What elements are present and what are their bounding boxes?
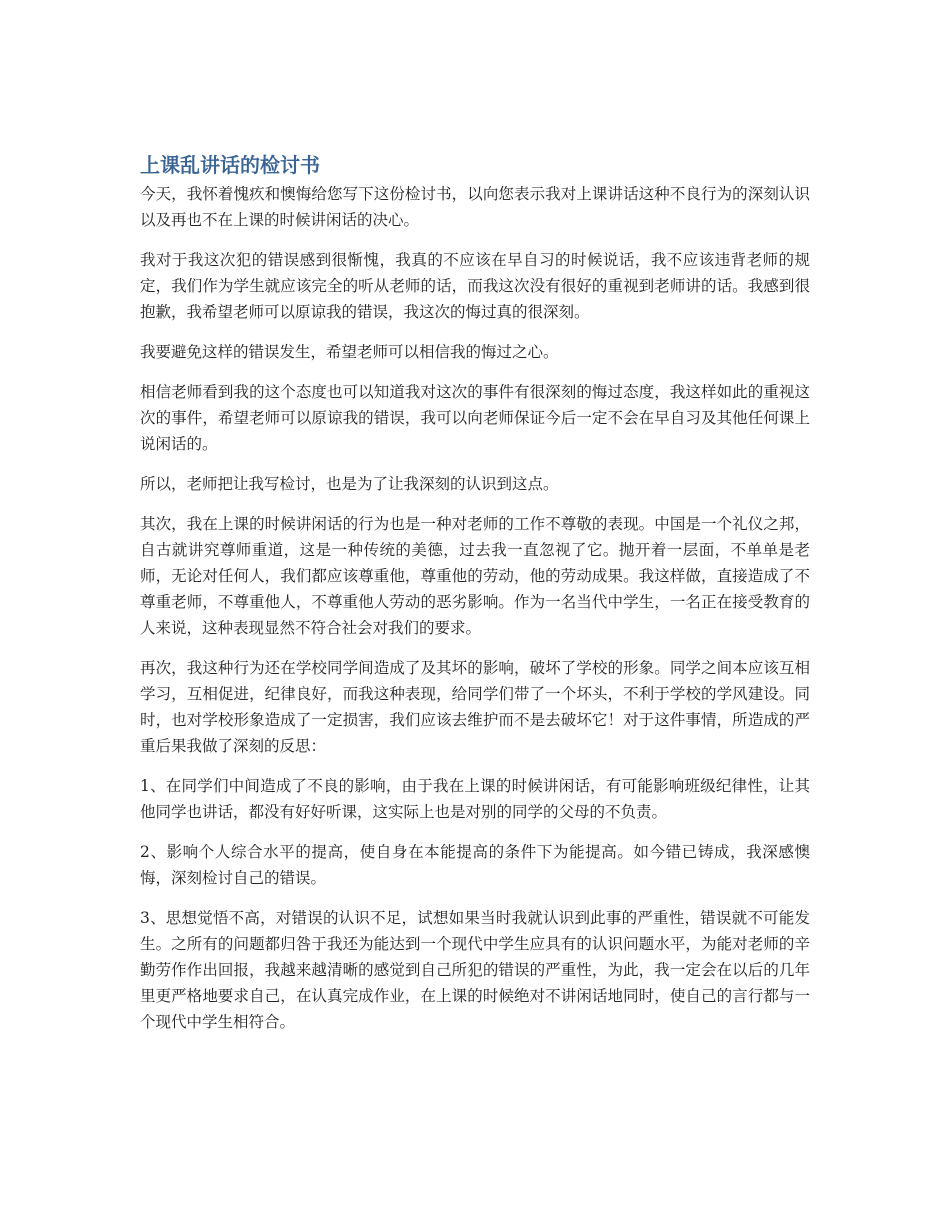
paragraph-2: 我对于我这次犯的错误感到很惭愧，我真的不应该在早自习的时候说话，我不应该违背老师的规定，我们作为学生就应该完全的听从老师的话，而我这次没有很好的重视到老师讲的话。我感到很抱歉，我希望老师可以原谅我的错误，我这次的悔过真的很深刻。: [140, 251, 810, 321]
paragraph-1: 今天，我怀着愧疚和懊悔给您写下这份检讨书，以向您表示我对上课讲话这种不良行为的深刻认识以及再也不在上课的时候讲闲话的决心。: [140, 185, 810, 229]
document-page: [140, 150, 810, 1049]
document-title: 上课乱讲话的检讨书: [140, 153, 320, 177]
paragraph-5: 所以，老师把让我写检讨，也是为了让我深刻的认识到这点。: [140, 475, 559, 493]
list-item-2: 2、影响个人综合水平的提高，使自身在本能提高的条件下为能提高。如今错已铸成，我深感懊悔，深刻检讨自己的错误。: [140, 843, 810, 887]
paragraph-4: 相信老师看到我的这个态度也可以知道我对这次的事件有很深刻的悔过态度，我这样如此的重视这次的事件，希望老师可以原谅我的错误，我可以向老师保证今后一定不会在早自习及其他任何课上说闲话的。: [140, 383, 810, 453]
paragraph-6: 其次，我在上课的时候讲闲话的行为也是一种对老师的工作不尊敬的表现。中国是一个礼仪之邦，自古就讲究尊师重道，这是一种传统的美德，过去我一直忽视了它。抛开着一层面，不单单是老师，无论对任何人，我们都应该尊重他，尊重他的劳动，他的劳动成果。我这样做，直接造成了不尊重老师，不尊重他人，不尊重他人劳动的恶劣影响。作为一名当代中学生，一名正在接受教育的人来说，这种表现显然不符合社会对我们的要求。: [140, 515, 810, 637]
list-item-1: 1、在同学们中间造成了不良的影响，由于我在上课的时候讲闲话，有可能影响班级纪律性，让其他同学也讲话，都没有好好听课，这实际上也是对别的同学的父母的不负责。: [140, 777, 810, 821]
list-item-3: 3、思想觉悟不高，对错误的认识不足，试想如果当时我就认识到此事的严重性，错误就不可能发生。之所有的问题都归咎于我还为能达到一个现代中学生应具有的认识问题水平，为能对老师的辛勤劳作作出回报，我越来越清晰的感觉到自己所犯的错误的严重性，为此，我一定会在以后的几年里更严格地要求自己，在认真完成作业，在上课的时候绝对不讲闲话地同时，使自己的言行都与一个现代中学生相符合。: [140, 909, 810, 1031]
paragraph-7: 再次，我这种行为还在学校同学间造成了及其坏的影响，破坏了学校的形象。同学之间本应该互相学习，互相促进，纪律良好，而我这种表现，给同学们带了一个坏头，不利于学校的学风建设。同时，也对学校形象造成了一定损害，我们应该去维护而不是去破坏它！对于这件事情，所造成的严重后果我做了深刻的反思：: [140, 659, 810, 755]
paragraph-3: 我要避免这样的错误发生，希望老师可以相信我的悔过之心。: [140, 343, 559, 361]
